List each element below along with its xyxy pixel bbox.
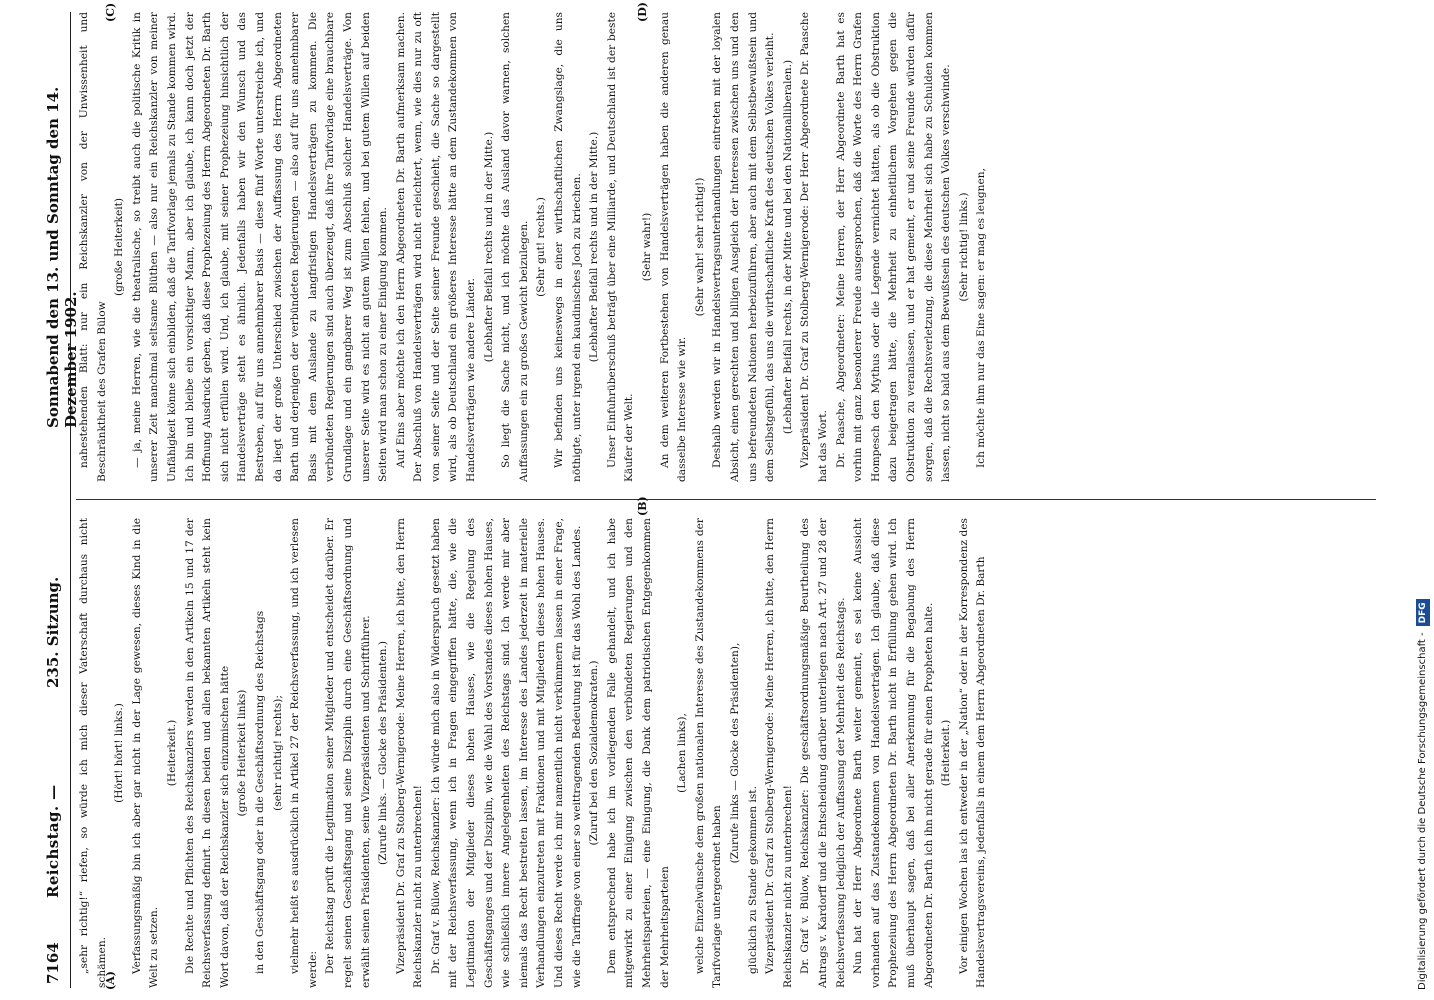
paragraph: Dr. Graf v. Bülow, Reichskanzler: Ich würde mich also in Widerspruch gesetzt haben mit der Reichsverfassung, wenn ich in Fragen eingegriffen hätte, die, wie die Legitimation der Mitglieder dieses hohen Hauses, wie die Regelung des Geschäftsganges und der Disziplin, wie die Wahl des Vorstandes dieses hohen Hauses, wie schließlich innere Angelegenheiten des Reichstags sind. Ich werde mir aber niemals das Recht bestreiten lassen, im Interesse des Landes jederzeit in materielle Verhandlungen einzutreten mit Fraktionen und mit Mitgliedern dieses hohen Hauses. Und dieses Recht werde ich mir namentlich nicht verkümmern lassen in einer Frage, wie die Tariffrage von einer so weittragenden Bedeutung ist für das Wohl des Landes. xyxy=(429,518,583,988)
paragraph: Verfassungsmäßig bin ich aber gar nicht in der Lage gewesen, dieses Kind in die Welt zu setzen. xyxy=(130,518,161,988)
paragraph: Vizepräsident Dr. Graf zu Stolberg-Wernigerode: Meine Herren, ich bitte, den Herrn Reichskanzler nicht zu unterbrechen! xyxy=(764,518,794,988)
paragraph: Nun hat der Herr Abgeordnete Barth weiter gemeint, es sei keine Aussicht vorhanden auf das Zustandekommen von Handelsverträgen. Ich glaube, daß diese Prophezeiung des Herrn Abgeordneten Dr. Barth nicht in Erfüllung gehen wird. Ich muß überhaupt sagen, daß bei aller Anerkennung für die Begabung des Herrn Abgeordneten Dr. Barth ich ihn nicht gerade für einen Propheten halte. xyxy=(852,518,935,988)
paragraph: Vizepräsident Dr. Graf zu Stolberg-Wernigerode: Meine Herren, ich bitte, den Herrn Reichskanzler nicht zu unterbrechen! xyxy=(394,518,425,988)
header-title: Reichstag. — xyxy=(44,784,62,898)
paragraph: nahestehenden Blatt: nur ein Reichskanzler von der Unwissenheit und Beschränktheit des Grafen Bülow xyxy=(78,12,108,482)
paragraph: Deshalb werden wir in Handelsvertragsunterhandlungen eintreten mit der loyalen Absicht, einen gerechten und billigen Ausgleich der Interessen zwischen uns und den uns befreundeten Nationen herbeizuführen, aber auch mit dem Selbstbewußtsein und dem Selbstgefühl, das uns die wirthschaftliche Kraft des deutschen Volkes verleiht. xyxy=(711,12,777,482)
paragraph: — ja, meine Herren, wie die theatralische, so treibt auch die politische Kritik in unserer Zeit manchmal seltsame Blüthen — also nur ein Reichskanzler von meiner Unfähigkeit könne sich einbilden, daß die Tarifvorlage jemals zu Stande kommen wird. Ich bin und bleibe ein vorsichtiger Mann, aber ich glaube, ich kann doch jetzt der Hoffnung Ausdruck geben, daß diese Prophezeiung des Herrn Abgeordneten Dr. Barth sich nicht erfüllen wird. Und, ich glaube, mit seiner Prophezeiung hinsichtlich der Handelsverträge steht es ähnlich. Jedenfalls haben wir den Wunsch und das Bestreben, auf für uns annehmbarer Basis — diese fünf Worte unterstreiche ich, und da liegt der große Unterschied zwischen der Auffassung des Herrn Abgeordneten Barth und derjenigen der verbündeten Regierungen — also auf für uns annehmbarer Basis mit dem Auslande zu langfristigen Handelsverträgen zu kommen. Die verbündeten Regierungen sind auch überzeugt, daß ihre Tarifvorlage eine brauchbare Grundlage und ein gangbarer Weg ist zum Abschluß solcher Handelsverträge. Von unserer Seite wird es nicht an gutem Willen fehlen, und bei gutem Willen auf beiden Seiten wird man schon zu einer Einigung kommen. xyxy=(130,12,390,482)
paragraph: An dem weiteren Fortbestehen von Handelsverträgen haben die anderen genau dasselbe Interesse wie wir. xyxy=(658,12,689,482)
paragraph: welche Einzelwünsche dem großen nationalen Interesse des Zustandekommens der Tarifvorlage untergeordnet haben xyxy=(693,518,724,988)
column-divider xyxy=(76,499,1376,500)
interjection: (sehr richtig! rechts); xyxy=(271,695,284,811)
margin-marker-a: (A) xyxy=(104,971,117,990)
margin-marker-c: (C) xyxy=(104,2,117,22)
page-header xyxy=(42,12,80,988)
paragraph: Der Reichstag prüft die Legitimation seiner Mitglieder und entscheidet darüber. Er regelt seinen Geschäftsgang und seine Disziplin durch eine Geschäftsordnung und erwählt seinen Präsidenten, seine Vizepräsidenten und Schriftführer. xyxy=(324,518,372,988)
interjection: (Zuruf bei den Sozialdemokraten.) xyxy=(588,660,601,846)
paragraph: Vor einigen Wochen las ich entweder in der „Nation“ oder in der Korrespondenz des Handelsvertragsvereins, jedenfalls in einem dem Herrn Abgeordneten Dr. Barth xyxy=(957,518,988,988)
text-columns xyxy=(76,2,1376,990)
paragraph: glücklich zu Stande gekommen ist. xyxy=(746,786,759,974)
interjection: (Sehr wahr!) xyxy=(641,212,653,282)
interjection: (Sehr gut! rechts.) xyxy=(535,197,548,297)
header-sitting: 235. Sitzung. xyxy=(44,576,62,688)
margin-marker-d: (D) xyxy=(636,2,649,22)
paragraph: So liegt die Sache nicht, und ich möchte das Ausland davor warnen, solchen Auffassungen ein zu großes Gewicht beizulegen. xyxy=(500,12,530,482)
paragraph: Dem entsprechend habe ich im vorliegenden Falle gehandelt, und ich habe mitgewirkt zu einer Einigung zwischen den verbündeten Regierungen und den Mehrheitsparteien, — eine Einigung, die Dank dem patriotischen Entgegenkommen der Mehrheitsparteien xyxy=(605,518,671,988)
paragraph: Dr. Graf v. Bülow, Reichskanzler: Die geschäftsordnungsmäßige Beurtheilung des Antrags v. Kardorff und die Entscheidung darüber unterliegen nach Art. 27 und 28 der Reichsverfassung lediglich der Auffassung der Mehrheit des Reichstags. xyxy=(799,518,847,988)
interjection: (Hört! hört! links.) xyxy=(113,703,126,803)
dfg-logo: DFG xyxy=(1416,599,1430,626)
paragraph: in den Geschäftsgang oder in die Geschäftsordnung des Reichstags xyxy=(253,610,266,974)
interjection: (Zurufe links. — Glocke des Präsidenten.) xyxy=(377,640,390,866)
paragraph: Auf Eins aber möchte ich den Herrn Abgeordneten Dr. Barth aufmerksam machen. Der Abschluß von Handelsverträgen wird nicht erleichtert, wenn, wie dies nur zu oft von seiner Seite und der Seite seiner Freunde geschieht, die Sache so dargestellt wird, als ob Deutschland ein größeres Interesse hätte an dem Zustandekommen von Handelsverträgen wie andere Länder. xyxy=(394,12,478,482)
paragraph: vielmehr heißt es ausdrücklich in Artikel 27 der Reichsverfassung, und ich verlesen werde: xyxy=(289,518,319,988)
interjection: (Heiterkeit.) xyxy=(940,719,953,787)
digitization-note-text: Digitalisierung gefördert durch die Deutsche Forschungsgemeinschaft - xyxy=(1417,632,1428,990)
digitization-note-text-wrapper xyxy=(1416,10,1430,990)
paragraph: Vizepräsident Dr. Graf zu Stolberg-Wernigerode: Der Herr Abgeordnete Dr. Paasche hat das Wort. xyxy=(799,12,829,482)
document-sheet xyxy=(36,2,1416,990)
interjection: (Lebhafter Beifall rechts, in der Mitte und bei den Nationalliberalen.) xyxy=(781,59,794,435)
interjection: (Lebhafter Beifall rechts und in der Mitte.) xyxy=(482,131,495,363)
paragraph: Ich möchte ihm nur das Eine sagen: er mag es leugnen, xyxy=(975,168,988,468)
paragraph: Die Rechte und Pflichten des Reichskanzlers werden in den Artikeln 15 und 17 der Reichsverfassung definirt. In diesen beiden und allen bekannten Artikeln steht kein Wort davon, daß der Reichskanzler sich einzumischen hätte xyxy=(183,518,231,988)
interjection: (Zurufe links — Glocke des Präsidenten), xyxy=(728,642,741,864)
paragraph: „sehr richtig!“ riefen, so würde ich mich dieser Vaterschaft durchaus nicht schämen. xyxy=(78,518,108,988)
interjection: (große Heiterkeit links) xyxy=(236,689,249,817)
right-column xyxy=(76,12,1376,482)
paragraph: Wir befinden uns keineswegs in einer wirthschaftlichen Zwangslage, die uns nöthigte, unter irgend ein kaudinisches Joch zu kriechen. xyxy=(553,12,583,482)
paragraph: Unser Einfuhrüberschuß beträgt über eine Milliarde, und Deutschland ist der beste Käufer der Welt. xyxy=(605,12,636,482)
margin-marker-b: (B) xyxy=(636,496,649,516)
interjection: (Heiterkeit.) xyxy=(165,719,178,787)
interjection: (Lebhafter Beifall rechts und in der Mitte.) xyxy=(588,131,601,363)
page-number: 7164 xyxy=(44,942,62,984)
paragraph: Dr. Paasche, Abgeordneter: Meine Herren, der Herr Abgeordnete Barth hat es vorhin mit ganz besonderer Freude ausgesprochen, daß die Worte des Herrn Grafen Hompesch den Mythus oder die Legende vernichtet hätten, als ob die Obstruktion dazu beigetragen hätte, die Mehrheit zu einheitlichem Vorgehen gegen die Obstruktion zu veranlassen, und er hat gemeint, er und seine Freunde würden dafür sorgen, daß die Rechtsverletzung, die diese Mehrheit sich habe zu Schulden kommen lassen, nicht so bald aus dem Bewußtsein des deutschen Volkes verschwinde. xyxy=(834,12,953,482)
interjection: (Lachen links), xyxy=(676,713,689,793)
left-column xyxy=(76,518,1376,988)
interjection: (Sehr richtig! links.) xyxy=(957,192,970,302)
header-date: Sonnabend den 13. und Sonntag den 14. Dezember 1902. xyxy=(44,86,80,428)
digitization-note xyxy=(1416,10,1430,990)
interjection: (große Heiterkeit) xyxy=(113,197,126,297)
interjection: (Sehr wahr! sehr richtig!) xyxy=(693,177,706,317)
